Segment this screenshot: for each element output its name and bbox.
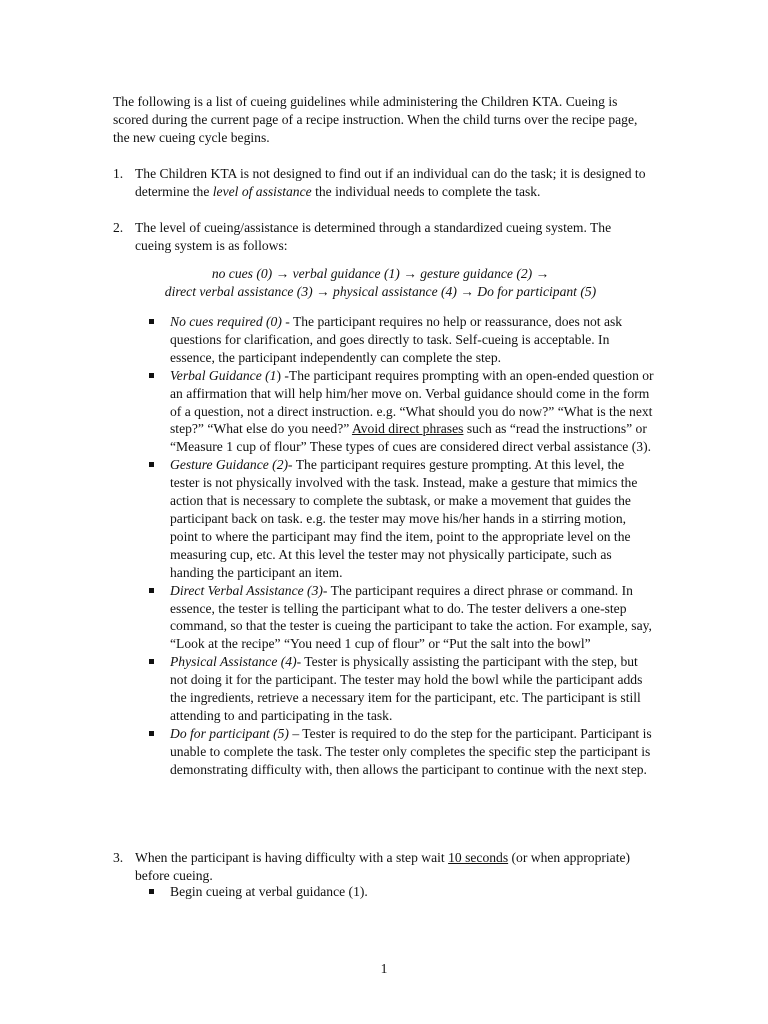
list-item [146, 883, 656, 901]
bullet-square-icon [149, 373, 154, 378]
intro-text: The following is a list of cueing guidelines while administering the Children KTA. Cueing is scored during the current page of a recipe instruction. When the child turns over the recipe page, the new cueing cycle begins. [113, 94, 638, 145]
bullet-text: The participant requires gesture prompting. At this level, the tester is not physically involved with the task. Instead, make a gesture that mimics the action that is necessary to complete the subtask, or make a movement that guides the participant back on task. e.g. the tester may move his/her hands in a stirring motion, point to where the participant may find the item, point to the appropriate level on the measuring cup, etc. At this level the tester may not physically participate, such as handing the participant an item. [170, 457, 638, 580]
cueing-hierarchy [113, 265, 648, 301]
item-number: 2. [113, 220, 124, 235]
bullet-text: - The participant requires no help or reassurance, does not ask questions for clarification, and goes directly to task. Self-cueing is acceptable. In essence, the participant independently can complete the step. [170, 314, 623, 365]
list-item [146, 725, 656, 779]
bullet-term: Direct Verbal Assistance (3)- [170, 582, 328, 598]
item-text-pre: When the participant is having difficulty with a step wait [135, 850, 449, 865]
bullet-text: – Tester is required to do the step for the participant. Participant is unable to complete the task. The tester only completes the specific step the participant is demonstrating difficulty with, then allows the participant to continue with the next step. [170, 725, 652, 777]
bullet-term: Physical Assistance (4)- [170, 654, 302, 670]
list-item [146, 367, 656, 457]
bullet-text: such as “read the instructions” or “Measure 1 cup of flour” These types of cues are considered direct verbal assistance (3). [170, 421, 651, 455]
item-3-sublist [146, 883, 656, 901]
bullet-square-icon [149, 659, 154, 664]
item-number: 1. [113, 166, 124, 181]
cueing-levels-list [146, 313, 656, 779]
bullet-square-icon [149, 319, 154, 324]
bullet-square-icon [149, 588, 154, 593]
cueing-hierarchy-line-2: direct verbal assistance (3) → physical assistance (4) → Do for participant (5) [164, 283, 597, 299]
bullet-term: Verbal Guidance (1 [170, 367, 277, 383]
bullet-term: Do for participant (5) [170, 725, 289, 741]
item-number: 3. [113, 850, 124, 865]
list-item [146, 456, 656, 581]
page-number: 1 [380, 961, 388, 976]
list-item [146, 653, 656, 725]
bullet-square-icon [149, 462, 154, 467]
bullet-term: Gesture Guidance (2)- [170, 457, 293, 473]
bullet-term: No cues required (0) [170, 314, 282, 329]
bullet-square-icon [149, 731, 154, 736]
item-text-post: (or when appropriate) before cueing. [135, 850, 631, 883]
item-text-emphasis: level of assistance [212, 183, 312, 199]
item-text: The level of cueing/assistance is determined through a standardized cueing system. The cueing system is as follows: [135, 220, 612, 253]
bullet-text: Tester is physically assisting the participant with the step, but not doing it for the participant. The tester may hold the bowl while the participant adds the ingredients, retrieve a necessary item for the participant, etc. The participant is still attending to and participating in the task. [170, 654, 643, 723]
item-text-post: the individual needs to complete the task. [311, 183, 541, 199]
bullet-text: ) -The participant requires prompting with an open-ended question or an affirmation that will help him/her move on. Verbal guidance should come in the form of a question, not a direct instruction. e.g. “What should you do now?” “What is the next step?” “What else do you need?” [170, 367, 654, 437]
numbered-item-1 [113, 165, 648, 201]
cueing-hierarchy-line-1: no cues (0) → verbal guidance (1) → gesture guidance (2) → [211, 266, 550, 281]
list-item [146, 313, 656, 367]
item-text-underlined: 10 seconds [448, 850, 509, 865]
item-text-pre: The Children KTA is not designed to find out if an individual can do the task; it is designed to determine the [135, 166, 646, 199]
intro-paragraph [113, 93, 648, 147]
bullet-underlined-text: Avoid direct phrases [351, 421, 464, 437]
list-item [146, 582, 656, 654]
bullet-text: The participant requires a direct phrase or command. In essence, the tester is telling the participant what to do. The tester delivers a one-step command, so that the tester is cueing the participant to take the action. For example, say, “Look at the recipe” “You need 1 cup of flour” or “Put the salt into the bowl” [170, 582, 652, 652]
numbered-item-2 [113, 219, 648, 255]
bullet-square-icon [149, 889, 154, 894]
numbered-item-3 [113, 849, 648, 885]
bullet-text: Begin cueing at verbal guidance (1). [170, 884, 368, 899]
